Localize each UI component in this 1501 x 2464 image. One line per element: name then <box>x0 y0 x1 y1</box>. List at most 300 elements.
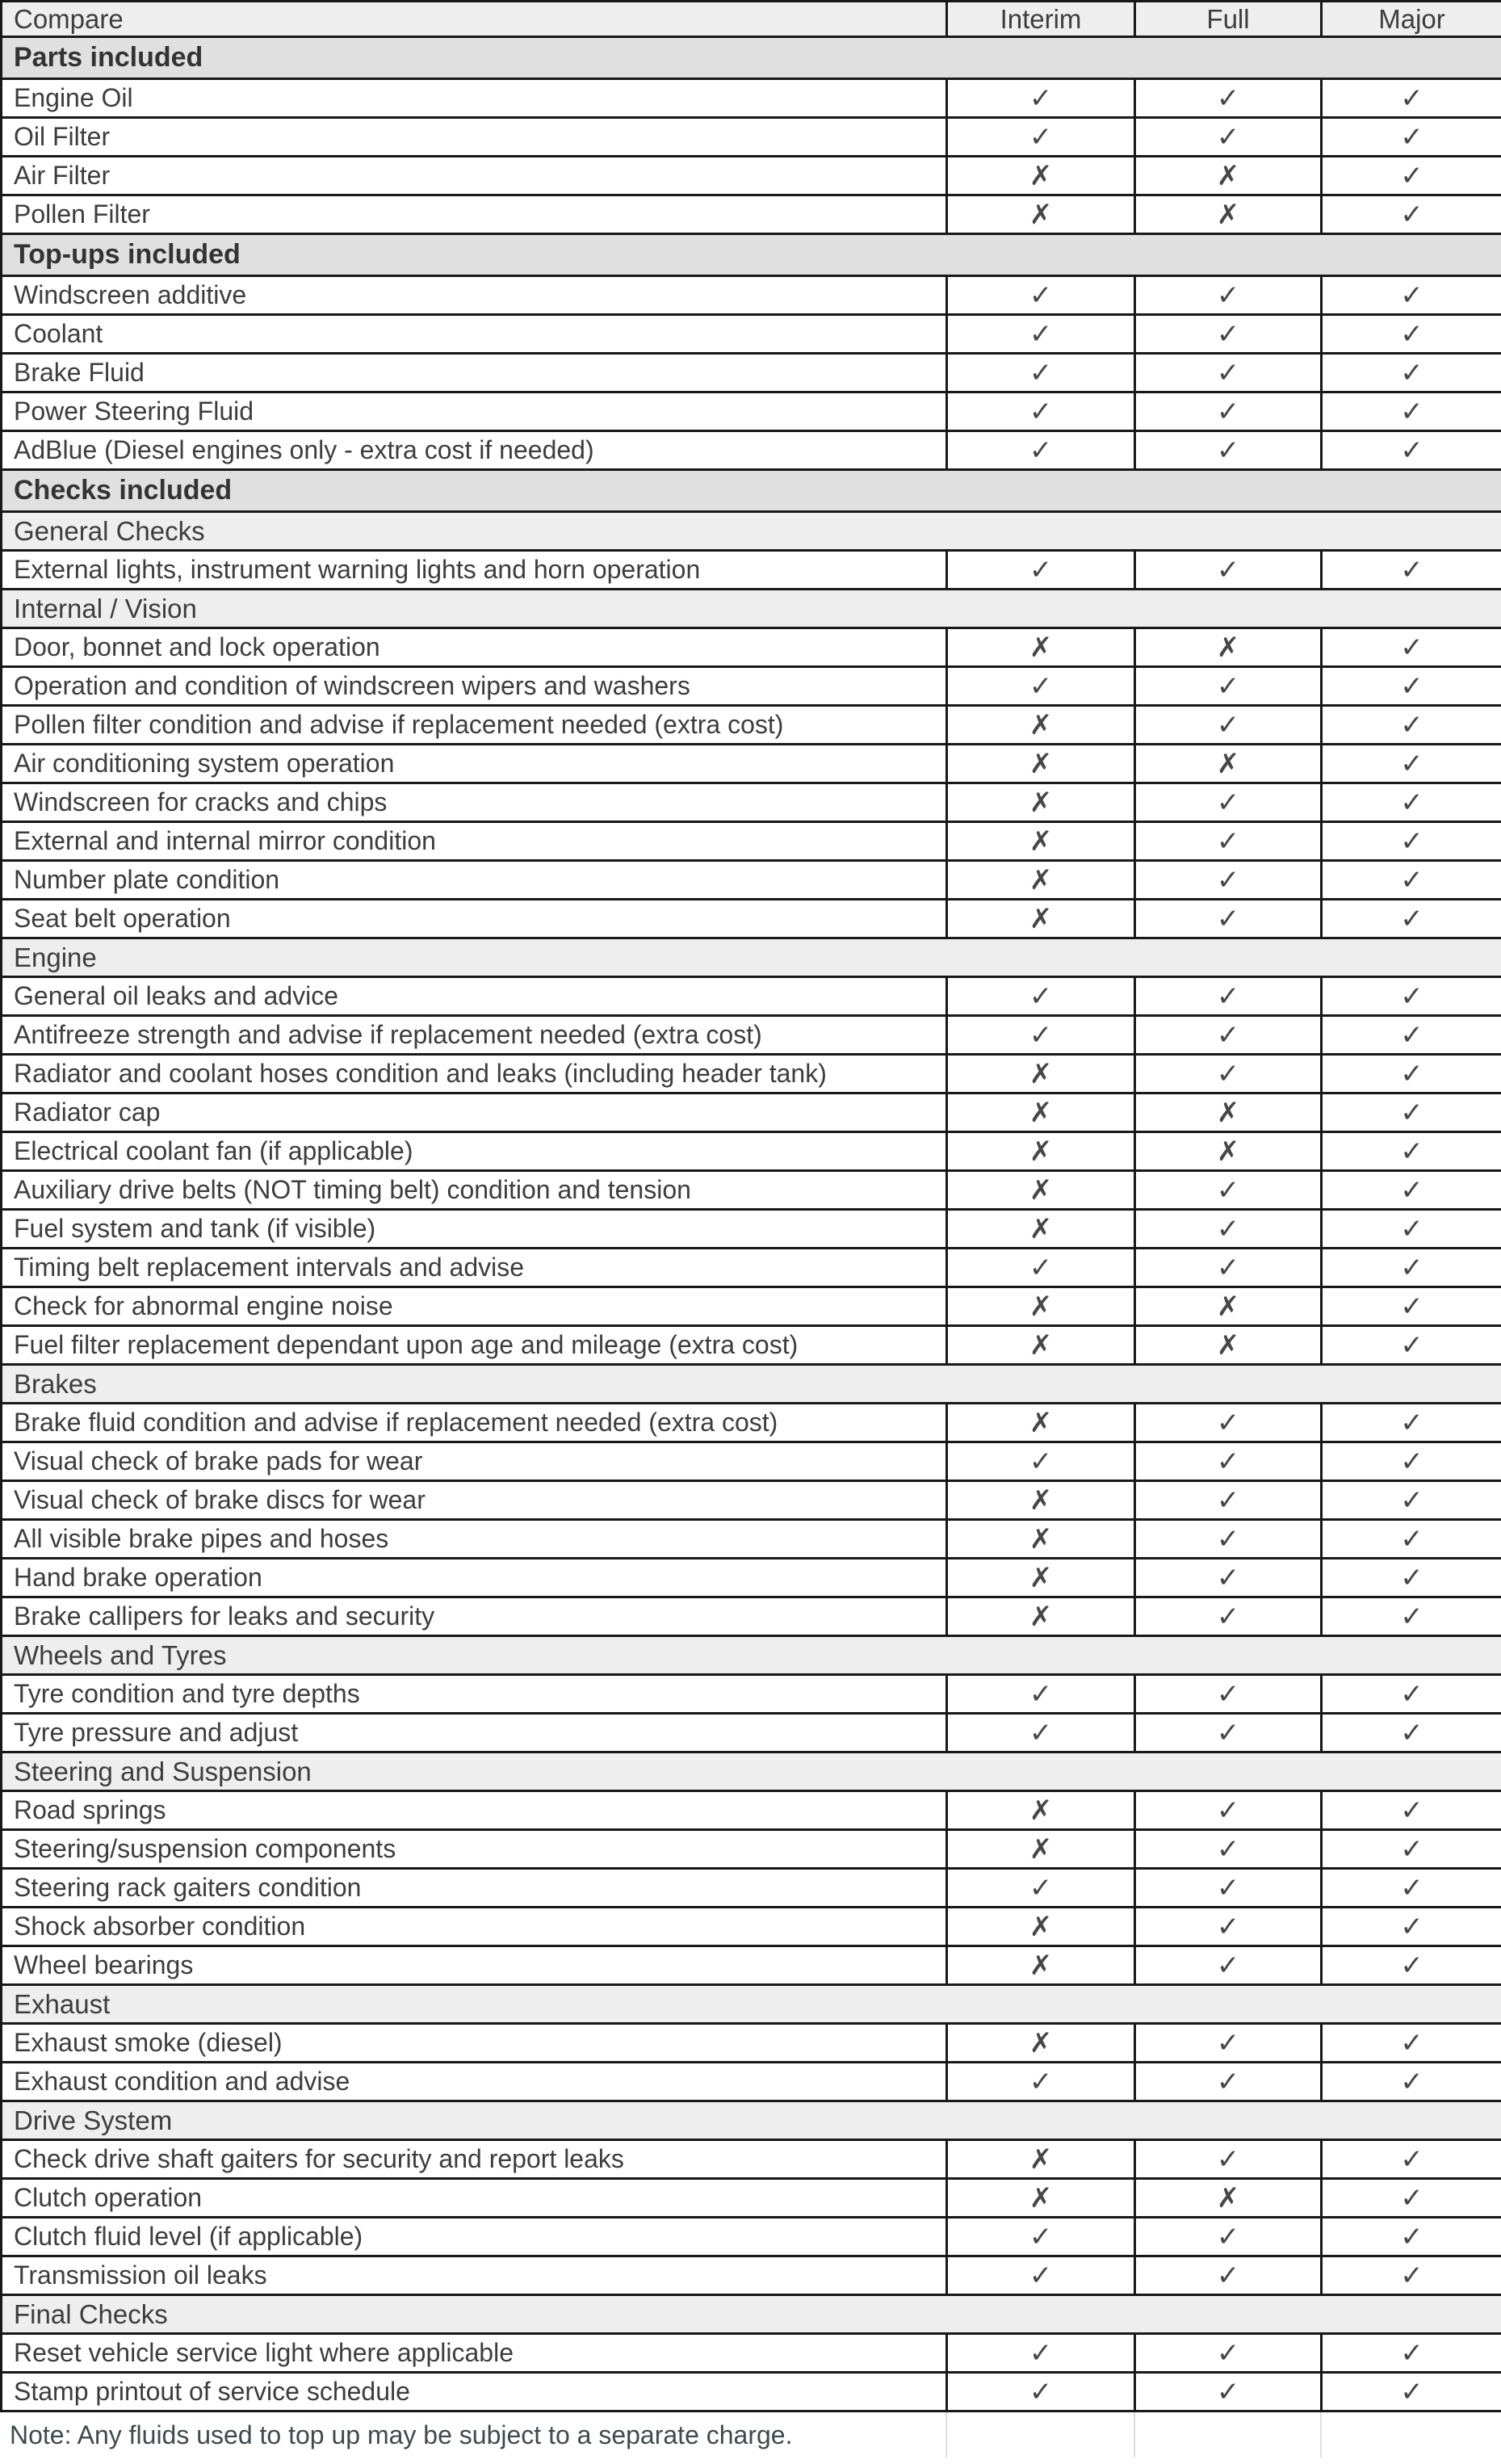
cross-icon: ✗ <box>1216 631 1240 664</box>
check-icon: ✓ <box>1400 1484 1423 1517</box>
check-icon: ✓ <box>1029 2259 1053 2292</box>
cross-icon: ✗ <box>1029 902 1053 935</box>
check-icon: ✓ <box>1400 902 1423 935</box>
table-row <box>2 1210 1501 1249</box>
cross-icon: ✗ <box>1216 159 1240 192</box>
mark-cell-full <box>1135 1675 1322 1714</box>
mark-cell-major <box>1322 1946 1501 1985</box>
mark-cell-full <box>1135 1016 1322 1055</box>
check-icon: ✓ <box>1400 1135 1423 1168</box>
check-icon: ✓ <box>1029 1677 1053 1711</box>
check-icon: ✓ <box>1029 356 1053 389</box>
mark-cell-full <box>1135 79 1322 118</box>
check-icon: ✓ <box>1400 2375 1423 2408</box>
table-row <box>2 706 1501 745</box>
row-label: Air conditioning system operation <box>2 745 947 783</box>
cross-icon: ✗ <box>1029 1212 1053 1245</box>
mark-cell-major <box>1322 628 1501 667</box>
row-label: Power Steering Fluid <box>2 392 947 431</box>
mark-cell-interim <box>947 315 1135 354</box>
mark-cell-interim <box>947 1016 1135 1055</box>
row-label: External lights, instrument warning lights and horn operation <box>2 551 947 590</box>
check-icon: ✓ <box>1029 980 1053 1013</box>
check-icon: ✓ <box>1029 1251 1053 1284</box>
table-row <box>2 2024 1501 2063</box>
row-label: Seat belt operation <box>2 900 947 938</box>
check-icon: ✓ <box>1400 1716 1423 1749</box>
cross-icon: ✗ <box>1216 747 1240 780</box>
check-icon: ✓ <box>1216 356 1240 389</box>
check-icon: ✓ <box>1216 2065 1240 2098</box>
check-icon: ✓ <box>1400 1251 1423 1284</box>
check-icon: ✓ <box>1216 2375 1240 2408</box>
mark-cell-major <box>1322 195 1501 234</box>
table-row <box>2 1481 1501 1520</box>
check-icon: ✓ <box>1216 82 1240 115</box>
check-icon: ✓ <box>1400 1445 1423 1478</box>
mark-cell-full <box>1135 977 1322 1016</box>
table-row <box>2 2373 1501 2412</box>
check-icon: ✓ <box>1216 1484 1240 1517</box>
mark-cell-full <box>1135 1171 1322 1210</box>
cross-icon: ✗ <box>1029 863 1053 896</box>
cross-icon: ✗ <box>1029 1832 1053 1866</box>
mark-cell-interim <box>947 1481 1135 1520</box>
row-label: Door, bonnet and lock operation <box>2 628 947 667</box>
check-icon: ✓ <box>1400 120 1423 153</box>
mark-cell-major <box>1322 1908 1501 1946</box>
check-icon: ✓ <box>1029 317 1053 351</box>
row-label: All visible brake pipes and hoses <box>2 1520 947 1559</box>
row-label: Radiator cap <box>2 1093 947 1132</box>
mark-cell-interim <box>947 1404 1135 1442</box>
mark-cell-interim <box>947 745 1135 783</box>
mark-cell-full <box>1135 276 1322 315</box>
row-label: External and internal mirror condition <box>2 822 947 861</box>
row-label: Steering/suspension components <box>2 1830 947 1869</box>
cross-icon: ✗ <box>1029 1484 1053 1517</box>
check-icon: ✓ <box>1400 786 1423 819</box>
mark-cell-interim <box>947 628 1135 667</box>
mark-cell-interim <box>947 1791 1135 1830</box>
cross-icon: ✗ <box>1029 631 1053 664</box>
mark-cell-major <box>1322 1714 1501 1753</box>
check-icon: ✓ <box>1216 1716 1240 1749</box>
mark-cell-interim <box>947 1714 1135 1753</box>
check-icon: ✓ <box>1400 82 1423 115</box>
cross-icon: ✗ <box>1029 1949 1053 1982</box>
check-icon: ✓ <box>1216 1832 1240 1866</box>
check-icon: ✓ <box>1400 2336 1423 2370</box>
check-icon: ✓ <box>1216 1018 1240 1052</box>
check-icon: ✓ <box>1216 1949 1240 1982</box>
mark-cell-interim <box>947 1287 1135 1326</box>
check-icon: ✓ <box>1400 198 1423 231</box>
row-label: Reset vehicle service light where applicable <box>2 2334 947 2373</box>
check-icon: ✓ <box>1216 1561 1240 1594</box>
mark-cell-interim <box>947 1597 1135 1636</box>
mark-cell-major <box>1322 1791 1501 1830</box>
cross-icon: ✗ <box>1029 1406 1053 1439</box>
cross-icon: ✗ <box>1216 1329 1240 1362</box>
check-icon: ✓ <box>1029 2375 1053 2408</box>
table-row <box>2 1830 1501 1869</box>
subsection-label: Exhaust <box>2 1985 1501 2024</box>
mark-cell-major <box>1322 1249 1501 1287</box>
check-icon: ✓ <box>1400 317 1423 351</box>
check-icon: ✓ <box>1400 356 1423 389</box>
table-row <box>2 1714 1501 1753</box>
check-icon: ✓ <box>1216 1522 1240 1555</box>
check-icon: ✓ <box>1400 1522 1423 1555</box>
mark-cell-interim <box>947 1442 1135 1481</box>
check-icon: ✓ <box>1029 395 1053 428</box>
mark-cell-interim <box>947 900 1135 938</box>
check-icon: ✓ <box>1400 279 1423 312</box>
row-label: Electrical coolant fan (if applicable) <box>2 1132 947 1171</box>
row-label: Pollen filter condition and advise if replacement needed (extra cost) <box>2 706 947 745</box>
mark-cell-major <box>1322 2179 1501 2218</box>
table-row <box>2 1791 1501 1830</box>
check-icon: ✓ <box>1400 2065 1423 2098</box>
row-label: Tyre condition and tyre depths <box>2 1675 947 1714</box>
mark-cell-major <box>1322 551 1501 590</box>
check-icon: ✓ <box>1216 2259 1240 2292</box>
mark-cell-major <box>1322 1442 1501 1481</box>
check-icon: ✓ <box>1216 1677 1240 1711</box>
check-icon: ✓ <box>1400 825 1423 858</box>
check-icon: ✓ <box>1029 670 1053 703</box>
mark-cell-full <box>1135 2024 1322 2063</box>
check-icon: ✓ <box>1400 1406 1423 1439</box>
cross-icon: ✗ <box>1029 708 1053 741</box>
table-row <box>2 2063 1501 2101</box>
mark-cell-interim <box>947 1908 1135 1946</box>
check-icon: ✓ <box>1400 708 1423 741</box>
mark-cell-full <box>1135 783 1322 822</box>
check-icon: ✓ <box>1029 1871 1053 1904</box>
mark-cell-full <box>1135 900 1322 938</box>
row-label: Stamp printout of service schedule <box>2 2373 947 2412</box>
section-label: Top-ups included <box>2 234 1501 276</box>
row-label: Windscreen for cracks and chips <box>2 783 947 822</box>
check-icon: ✓ <box>1400 159 1423 192</box>
mark-cell-full <box>1135 354 1322 392</box>
cross-icon: ✗ <box>1029 825 1053 858</box>
table-row <box>2 861 1501 900</box>
mark-cell-major <box>1322 900 1501 938</box>
mark-cell-interim <box>947 2256 1135 2295</box>
check-icon: ✓ <box>1400 1677 1423 1711</box>
row-label: Engine Oil <box>2 79 947 118</box>
check-icon: ✓ <box>1216 1910 1240 1943</box>
mark-cell-major <box>1322 977 1501 1016</box>
check-icon: ✓ <box>1216 2220 1240 2253</box>
subsection-row <box>2 938 1501 977</box>
mark-cell-full <box>1135 1481 1322 1520</box>
cross-icon: ✗ <box>1029 2143 1053 2176</box>
table-row <box>2 745 1501 783</box>
compare-header: Compare <box>2 2 947 37</box>
note-column-divider <box>1134 2412 1320 2458</box>
section-label: Checks included <box>2 470 1501 512</box>
cross-icon: ✗ <box>1029 1135 1053 1168</box>
mark-cell-full <box>1135 1559 1322 1597</box>
section-label: Parts included <box>2 37 1501 79</box>
cross-icon: ✗ <box>1216 1096 1240 1129</box>
subsection-label: General Checks <box>2 512 1501 551</box>
check-icon: ✓ <box>1029 1445 1053 1478</box>
mark-cell-full <box>1135 706 1322 745</box>
mark-cell-major <box>1322 1481 1501 1520</box>
row-label: Wheel bearings <box>2 1946 947 1985</box>
check-icon: ✓ <box>1216 1445 1240 1478</box>
table-row <box>2 354 1501 392</box>
mark-cell-interim <box>947 1093 1135 1132</box>
mark-cell-major <box>1322 783 1501 822</box>
table-row <box>2 1520 1501 1559</box>
check-icon: ✓ <box>1216 902 1240 935</box>
check-icon: ✓ <box>1216 708 1240 741</box>
mark-cell-full <box>1135 1869 1322 1908</box>
mark-cell-interim <box>947 822 1135 861</box>
mark-cell-full <box>1135 745 1322 783</box>
mark-cell-full <box>1135 392 1322 431</box>
mark-cell-full <box>1135 1714 1322 1753</box>
mark-cell-interim <box>947 2140 1135 2179</box>
mark-cell-interim <box>947 1675 1135 1714</box>
column-header-full: Full <box>1135 2 1322 37</box>
mark-cell-full <box>1135 1830 1322 1869</box>
table-row <box>2 1055 1501 1093</box>
table-row <box>2 1597 1501 1636</box>
mark-cell-full <box>1135 2218 1322 2256</box>
mark-cell-interim <box>947 157 1135 195</box>
mark-cell-interim <box>947 1132 1135 1171</box>
subsection-label: Internal / Vision <box>2 590 1501 628</box>
cross-icon: ✗ <box>1029 1290 1053 1323</box>
section-row <box>2 470 1501 512</box>
mark-cell-major <box>1322 1016 1501 1055</box>
cross-icon: ✗ <box>1029 1910 1053 1943</box>
check-icon: ✓ <box>1400 1910 1423 1943</box>
row-label: Brake Fluid <box>2 354 947 392</box>
mark-cell-full <box>1135 1287 1322 1326</box>
mark-cell-major <box>1322 1675 1501 1714</box>
table-row <box>2 783 1501 822</box>
mark-cell-full <box>1135 1210 1322 1249</box>
check-icon: ✓ <box>1400 2181 1423 2214</box>
mark-cell-interim <box>947 276 1135 315</box>
cross-icon: ✗ <box>1029 747 1053 780</box>
column-header-interim: Interim <box>947 2 1135 37</box>
mark-cell-major <box>1322 1830 1501 1869</box>
note-column-divider <box>945 2412 1134 2458</box>
check-icon: ✓ <box>1400 631 1423 664</box>
table-row <box>2 315 1501 354</box>
row-label: Fuel system and tank (if visible) <box>2 1210 947 1249</box>
check-icon: ✓ <box>1029 82 1053 115</box>
check-icon: ✓ <box>1029 1716 1053 1749</box>
subsection-label: Drive System <box>2 2101 1501 2140</box>
mark-cell-major <box>1322 431 1501 470</box>
mark-cell-full <box>1135 1132 1322 1171</box>
mark-cell-interim <box>947 2373 1135 2412</box>
mark-cell-interim <box>947 1559 1135 1597</box>
mark-cell-interim <box>947 1055 1135 1093</box>
check-icon: ✓ <box>1400 553 1423 586</box>
mark-cell-major <box>1322 1132 1501 1171</box>
table-row <box>2 2218 1501 2256</box>
check-icon: ✓ <box>1216 1251 1240 1284</box>
check-icon: ✓ <box>1400 395 1423 428</box>
check-icon: ✓ <box>1400 1018 1423 1052</box>
mark-cell-major <box>1322 354 1501 392</box>
check-icon: ✓ <box>1400 670 1423 703</box>
mark-cell-major <box>1322 79 1501 118</box>
check-icon: ✓ <box>1216 120 1240 153</box>
subsection-row <box>2 1753 1501 1791</box>
table-row <box>2 195 1501 234</box>
check-icon: ✓ <box>1029 2065 1053 2098</box>
check-icon: ✓ <box>1216 434 1240 467</box>
table-row <box>2 2140 1501 2179</box>
row-label: Steering rack gaiters condition <box>2 1869 947 1908</box>
table-row <box>2 900 1501 938</box>
row-label: Road springs <box>2 1791 947 1830</box>
row-label: Exhaust condition and advise <box>2 2063 947 2101</box>
mark-cell-full <box>1135 1791 1322 1830</box>
check-icon: ✓ <box>1400 980 1423 1013</box>
check-icon: ✓ <box>1400 863 1423 896</box>
mark-cell-full <box>1135 1055 1322 1093</box>
column-header-major: Major <box>1322 2 1501 37</box>
mark-cell-full <box>1135 667 1322 706</box>
table-row <box>2 2179 1501 2218</box>
table-row <box>2 1171 1501 1210</box>
table-row <box>2 431 1501 470</box>
cross-icon: ✗ <box>1029 1794 1053 1827</box>
row-label: Clutch operation <box>2 2179 947 2218</box>
mark-cell-major <box>1322 157 1501 195</box>
table-row <box>2 392 1501 431</box>
table-row <box>2 667 1501 706</box>
mark-cell-full <box>1135 1404 1322 1442</box>
mark-cell-major <box>1322 1520 1501 1559</box>
cross-icon: ✗ <box>1029 1600 1053 1633</box>
subsection-label: Engine <box>2 938 1501 977</box>
table-row <box>2 1132 1501 1171</box>
mark-cell-interim <box>947 783 1135 822</box>
cross-icon: ✗ <box>1029 198 1053 231</box>
check-icon: ✓ <box>1029 279 1053 312</box>
mark-cell-major <box>1322 861 1501 900</box>
mark-cell-full <box>1135 1908 1322 1946</box>
mark-cell-major <box>1322 2024 1501 2063</box>
row-label: Number plate condition <box>2 861 947 900</box>
mark-cell-major <box>1322 1171 1501 1210</box>
subsection-row <box>2 1365 1501 1404</box>
cross-icon: ✗ <box>1029 1096 1053 1129</box>
row-label: Visual check of brake discs for wear <box>2 1481 947 1520</box>
mark-cell-full <box>1135 1442 1322 1481</box>
row-label: Exhaust smoke (diesel) <box>2 2024 947 2063</box>
mark-cell-full <box>1135 628 1322 667</box>
subsection-label: Final Checks <box>2 2295 1501 2334</box>
cross-icon: ✗ <box>1029 786 1053 819</box>
check-icon: ✓ <box>1216 825 1240 858</box>
mark-cell-interim <box>947 1249 1135 1287</box>
check-icon: ✓ <box>1400 1871 1423 1904</box>
mark-cell-major <box>1322 315 1501 354</box>
mark-cell-full <box>1135 1093 1322 1132</box>
subsection-row <box>2 1636 1501 1675</box>
check-icon: ✓ <box>1029 1018 1053 1052</box>
subsection-label: Steering and Suspension <box>2 1753 1501 1791</box>
mark-cell-interim <box>947 1326 1135 1365</box>
mark-cell-major <box>1322 2256 1501 2295</box>
table-row <box>2 1093 1501 1132</box>
check-icon: ✓ <box>1216 1600 1240 1633</box>
row-label: Transmission oil leaks <box>2 2256 947 2295</box>
row-label: Antifreeze strength and advise if replacement needed (extra cost) <box>2 1016 947 1055</box>
mark-cell-full <box>1135 822 1322 861</box>
row-label: Hand brake operation <box>2 1559 947 1597</box>
check-icon: ✓ <box>1029 553 1053 586</box>
cross-icon: ✗ <box>1216 2181 1240 2214</box>
mark-cell-major <box>1322 1210 1501 1249</box>
mark-cell-major <box>1322 2373 1501 2412</box>
table-row <box>2 157 1501 195</box>
mark-cell-full <box>1135 2334 1322 2373</box>
mark-cell-interim <box>947 354 1135 392</box>
row-label: Timing belt replacement intervals and advise <box>2 1249 947 1287</box>
row-label: Check drive shaft gaiters for security and report leaks <box>2 2140 947 2179</box>
check-icon: ✓ <box>1029 434 1053 467</box>
table-row <box>2 1559 1501 1597</box>
check-icon: ✓ <box>1216 2026 1240 2059</box>
row-label: Radiator and coolant hoses condition and leaks (including header tank) <box>2 1055 947 1093</box>
table-row <box>2 822 1501 861</box>
mark-cell-interim <box>947 977 1135 1016</box>
check-icon: ✓ <box>1400 2143 1423 2176</box>
row-label: Brake fluid condition and advise if replacement needed (extra cost) <box>2 1404 947 1442</box>
subsection-row <box>2 2295 1501 2334</box>
mark-cell-interim <box>947 667 1135 706</box>
row-label: Oil Filter <box>2 118 947 157</box>
check-icon: ✓ <box>1029 120 1053 153</box>
check-icon: ✓ <box>1216 786 1240 819</box>
check-icon: ✓ <box>1216 863 1240 896</box>
row-label: Tyre pressure and adjust <box>2 1714 947 1753</box>
mark-cell-interim <box>947 1830 1135 1869</box>
check-icon: ✓ <box>1216 1212 1240 1245</box>
check-icon: ✓ <box>1216 670 1240 703</box>
check-icon: ✓ <box>1400 1949 1423 1982</box>
mark-cell-full <box>1135 118 1322 157</box>
check-icon: ✓ <box>1400 2220 1423 2253</box>
mark-cell-interim <box>947 2334 1135 2373</box>
mark-cell-major <box>1322 667 1501 706</box>
mark-cell-full <box>1135 2373 1322 2412</box>
mark-cell-interim <box>947 1869 1135 1908</box>
check-icon: ✓ <box>1216 1406 1240 1439</box>
table-row <box>2 1404 1501 1442</box>
check-icon: ✓ <box>1400 434 1423 467</box>
check-icon: ✓ <box>1029 2220 1053 2253</box>
header-row <box>2 2 1501 37</box>
table-row <box>2 1287 1501 1326</box>
